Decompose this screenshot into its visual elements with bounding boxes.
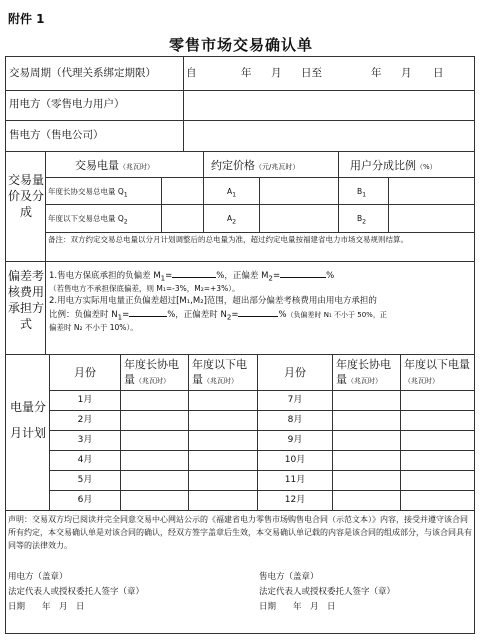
deviation-text bbox=[49, 268, 473, 334]
month-cell: 9月 bbox=[287, 435, 303, 446]
border-right bbox=[474, 56, 475, 634]
divider bbox=[120, 354, 121, 510]
month-header-left: 月份 bbox=[74, 365, 96, 379]
deviation-line-3: 2.用电方实际用电量正负偏差超过[M₁,M₂]范围，超出部分偏差考核费用由用电方承担的 bbox=[49, 295, 377, 306]
deviation-line-4: 比例：负偏差时 $N_1=$ %，正偏差时 $N_2=$ %（负偏差时 N₁ 不小于 50%，正 bbox=[49, 307, 473, 323]
buyer-label: 用电方（零售电力用户） bbox=[9, 98, 125, 110]
share-header: 用户分成比例（%） bbox=[350, 159, 437, 172]
period-month-start: 月 bbox=[271, 67, 282, 79]
page-title: 零售市场交易确认单 bbox=[168, 36, 313, 54]
seller-rep-label: 法定代表人或授权委托人签字（章） bbox=[259, 587, 396, 597]
row2-label: 年度以下交易总电量 $Q_2$ bbox=[48, 214, 128, 226]
buyer-field[interactable] bbox=[184, 91, 474, 120]
buyer-stamp-label: 用电方（盖章） bbox=[8, 572, 68, 582]
month-cell: 11月 bbox=[284, 475, 306, 486]
seller-field[interactable] bbox=[184, 121, 474, 151]
month-cell: 7月 bbox=[287, 395, 303, 406]
row2-qty-field[interactable] bbox=[162, 205, 203, 232]
divider bbox=[188, 354, 189, 510]
period-day-end: 日 bbox=[433, 67, 444, 79]
divider bbox=[5, 510, 475, 511]
period-year-start: 年 bbox=[241, 67, 252, 79]
plan-side-label: 电量分月计划 bbox=[9, 400, 46, 440]
row1-share-field[interactable] bbox=[389, 178, 474, 204]
divider bbox=[332, 354, 333, 510]
row1-share-label: $B_1$ bbox=[357, 187, 367, 199]
deviation-line-2: （若售电方不承担保底偏差，则 M₁=-3%，M₂=+3%）。 bbox=[49, 283, 240, 293]
divider bbox=[5, 151, 475, 152]
n2-input[interactable] bbox=[238, 307, 278, 317]
deviation-line-5: 偏差时 N₂ 不小于 10%）。 bbox=[49, 323, 138, 333]
row2-share-label: $B_2$ bbox=[357, 214, 367, 226]
border-bottom bbox=[5, 633, 475, 634]
month-cell: 10月 bbox=[284, 455, 306, 466]
long-header-left: 年度长协电量（兆瓦时） bbox=[124, 358, 179, 386]
month-cell: 12月 bbox=[284, 495, 306, 506]
divider bbox=[338, 151, 339, 232]
buyer-date-label: 日期 年 月 日 bbox=[8, 602, 85, 612]
period-label: 交易周期（代理关系绑定期限） bbox=[9, 67, 156, 79]
deviation-side-label: 偏差考核费用承担方式 bbox=[8, 269, 45, 331]
border-left bbox=[5, 56, 6, 634]
divider bbox=[45, 261, 46, 354]
row1-price-field[interactable] bbox=[260, 178, 338, 204]
short-header-left: 年度以下电量（兆瓦时） bbox=[192, 358, 247, 386]
divider bbox=[400, 354, 401, 510]
qty-header: 交易电量（兆瓦时） bbox=[75, 159, 154, 172]
period-year-end: 年 bbox=[371, 67, 382, 79]
seller-label: 售电方（售电公司） bbox=[9, 129, 104, 141]
trade-note: 备注：双方约定交易总电量以分月计划调整后的总电量为准，超过约定电量按福建省电力市场交易规则结算。 bbox=[48, 235, 408, 244]
month-cell: 6月 bbox=[77, 495, 93, 506]
confirmation-form bbox=[5, 56, 475, 634]
short-header-right: 年度以下电量（兆瓦时） bbox=[404, 358, 470, 385]
period-month-end: 月 bbox=[401, 67, 412, 79]
month-cell: 2月 bbox=[77, 415, 93, 426]
row2-share-field[interactable] bbox=[389, 205, 474, 232]
m1-input[interactable] bbox=[172, 268, 216, 278]
divider bbox=[45, 151, 46, 261]
n1-input[interactable] bbox=[129, 307, 167, 317]
period-day-start: 日至 bbox=[301, 67, 322, 79]
annex-label: 附件 1 bbox=[8, 12, 45, 26]
divider bbox=[203, 151, 204, 232]
month-cell: 4月 bbox=[77, 455, 93, 466]
row2-price-field[interactable] bbox=[260, 205, 338, 232]
seller-stamp-label: 售电方（盖章） bbox=[259, 572, 319, 582]
row1-label: 年度长协交易总电量 $Q_1$ bbox=[48, 187, 128, 199]
divider bbox=[45, 232, 475, 233]
trade-side-label: 交易量价及分成 bbox=[8, 173, 45, 219]
divider bbox=[5, 261, 475, 262]
month-cell: 3月 bbox=[77, 435, 93, 446]
row1-qty-field[interactable] bbox=[162, 178, 203, 204]
deviation-line-1: 1.售电方保底承担的负偏差 $M_1=$ %，正偏差 $M_2=$ % bbox=[49, 268, 473, 284]
month-cell: 1月 bbox=[77, 395, 93, 406]
statement-text: 声明：交易双方均已阅读并完全同意交易中心网站公示的《福建省电力零售市场购售电合同（示范文本）》内容，接受并遵守该合同所有约定，本交易确认单是对该合同的确认，经双方签字盖章后生效，本交易确认单记载的内容是该合同的组成部分，与该合同具有同等的法律效力。 bbox=[8, 515, 472, 550]
row2-price-label: $A_2$ bbox=[227, 214, 237, 226]
month-header-right: 月份 bbox=[284, 365, 306, 379]
month-cell: 5月 bbox=[77, 475, 93, 486]
buyer-rep-label: 法定代表人或授权委托人签字（章） bbox=[8, 587, 145, 597]
price-header: 约定价格（元/兆瓦时） bbox=[211, 159, 300, 172]
period-field[interactable] bbox=[184, 57, 474, 90]
period-from: 自 bbox=[186, 67, 197, 79]
row1-price-label: $A_1$ bbox=[227, 187, 237, 199]
seller-date-label: 日期 年 月 日 bbox=[259, 602, 336, 612]
month-cell: 8月 bbox=[287, 415, 303, 426]
m2-input[interactable] bbox=[280, 268, 326, 278]
long-header-right: 年度长协电量（兆瓦时） bbox=[336, 358, 391, 386]
